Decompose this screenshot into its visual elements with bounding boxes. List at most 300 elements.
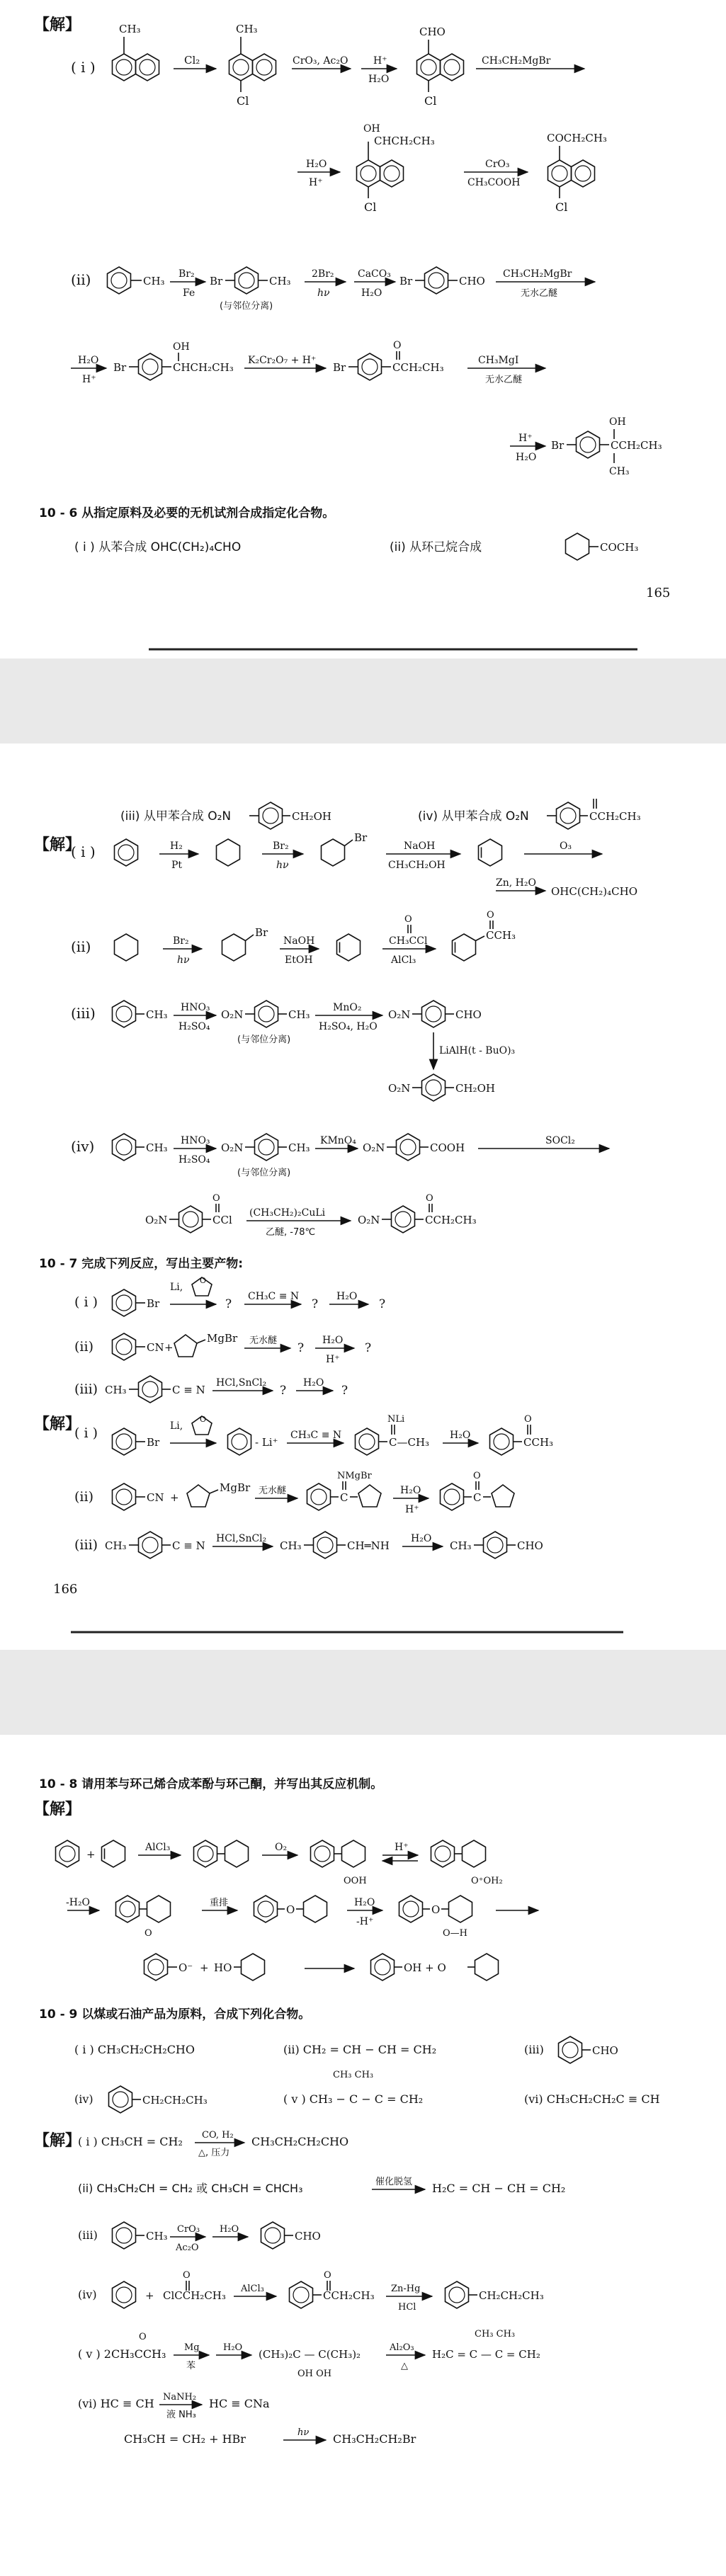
propylbenzene-ring xyxy=(109,2086,132,2113)
cyclohexane-ring xyxy=(217,839,240,866)
cch3-label-3: CCH₃ xyxy=(523,1436,554,1449)
reagent-etoh: CH₃CH₂OH xyxy=(388,860,446,871)
r-i-label: ( i ) xyxy=(74,1294,98,1310)
pinacol-label: (CH₃)₂C — C(CH₃)₂ xyxy=(259,2348,361,2361)
chloro-label-4: Cl xyxy=(555,200,568,214)
propyl-label: CH₂CH₂CH₃ xyxy=(479,2289,544,2302)
reagent-cl2: Cl₂ xyxy=(184,54,200,67)
coch3-label: COCH₃ xyxy=(600,541,639,554)
unknown-4: ? xyxy=(297,1341,305,1355)
ch3-label-6: CH₃ xyxy=(146,1141,168,1154)
reagent-benzene: 苯 xyxy=(186,2361,196,2371)
bromophenyl-ring-3 xyxy=(577,431,600,458)
o2n-label-4: O₂N xyxy=(221,1141,244,1154)
answer-vi: (vi) HC ≡ CH xyxy=(78,2397,154,2410)
reagent-grignard-2: CH₃CH₂MgBr xyxy=(503,268,572,280)
question-10-7: 10 - 7 完成下列反应，写出主要产物: xyxy=(39,1257,244,1271)
cyclohexane-ring-2 xyxy=(115,934,138,961)
protonated-ring xyxy=(463,1840,486,1867)
o-label-10: O xyxy=(139,2332,147,2342)
plus-5: + xyxy=(145,2289,154,2302)
chloro-naphthaldehyde xyxy=(417,54,464,81)
question-10-8: 10 - 8 请用苯与环己烯合成苯酚与环己酮，并写出其反应机制。 xyxy=(39,1777,383,1791)
phenyl-ring-5 xyxy=(254,1896,278,1922)
bromotoluene-ring xyxy=(235,267,259,294)
oh-label: OH xyxy=(363,123,380,135)
methylnaphthalene xyxy=(113,54,159,81)
chch2ch3-label: CHCH₂CH₃ xyxy=(374,135,435,147)
unknown-5: ? xyxy=(365,1341,372,1355)
question-iii: (iii) 从甲苯合成 O₂N xyxy=(120,809,232,823)
dimethylbutadiene-methyls: CH₃ CH₃ xyxy=(475,2329,516,2340)
imine-ring xyxy=(356,1428,379,1455)
reagent-acyl: CH₃CCl xyxy=(389,935,428,947)
nitrotoluene-ring-2 xyxy=(255,1134,278,1161)
reagent-cro3-3: CrO₃ xyxy=(177,2224,200,2235)
cyclohexene-ring xyxy=(479,839,502,866)
oh2-label: O⁺OH₂ xyxy=(471,1876,503,1886)
reagent-ac2o: Ac₂O xyxy=(176,2242,199,2253)
reagent-li: Li, xyxy=(170,1282,183,1293)
cch3-label-2: C—CH₃ xyxy=(389,1436,430,1449)
target-v: ( v ) CH₃ − C − C = CH₂ xyxy=(283,2092,424,2106)
acetophenone-ring xyxy=(490,1428,514,1455)
alcohol-naphthalene xyxy=(357,160,404,187)
nitrobenzyl-ring xyxy=(259,802,283,829)
o2n-label-6: O₂N xyxy=(145,1214,168,1226)
reagent-cuprate: (CH₃CH₂)₂CuLi xyxy=(249,1207,326,1219)
reagent-dehydrogenation: 催化脱氢 xyxy=(375,2177,413,2187)
propanoyl-label-2: CCH₂CH₃ xyxy=(425,1214,477,1226)
chloro-label-3: Cl xyxy=(364,200,377,214)
rearrangement-label: 重排 xyxy=(210,1898,229,1908)
reagent-h-4: H⁺ xyxy=(518,433,533,444)
ooh-label: OOH xyxy=(344,1876,367,1886)
reagent-br2: Br₂ xyxy=(178,268,195,280)
tolunitrile-ring xyxy=(139,1376,162,1403)
ch3-label-8: CH₃ xyxy=(105,1384,127,1396)
o-label-7: O xyxy=(473,1471,481,1481)
ii-label: (ii) xyxy=(71,271,91,288)
reagent-h2o-8: H₂O xyxy=(303,1377,324,1389)
reagent-hcl-sncl2-2: HCl,SnCl₂ xyxy=(216,1533,267,1544)
ch3-label-12: CH₃ xyxy=(146,2230,168,2242)
phenyl-anion-ring xyxy=(228,1428,251,1455)
o-plus-label: O xyxy=(144,1928,152,1939)
benzene-ring-3 xyxy=(113,1428,136,1455)
benzene-ring-4 xyxy=(56,1840,79,1867)
unknown-3: ? xyxy=(379,1297,386,1311)
answer-iv: (iv) xyxy=(78,2288,97,2301)
ch3-label-11: CH₃ xyxy=(450,1539,472,1552)
reagent-pressure: △, 压力 xyxy=(198,2148,230,2158)
phenol-ring xyxy=(371,1954,395,1981)
reagent-hcl-sncl2: HCl,SnCl₂ xyxy=(216,1377,267,1389)
ch3-label-4: CH₃ xyxy=(146,1008,168,1021)
br-label-7: Br xyxy=(255,926,268,939)
benzonitrile-ring-2 xyxy=(113,1483,136,1510)
o-label-8: O xyxy=(183,2270,191,2281)
cyclopentyl-ring-2 xyxy=(187,1485,210,1507)
reagent-naoh-2: NaOH xyxy=(283,935,315,947)
pinacol-oh-label: OH OH xyxy=(297,2369,332,2379)
br-label-6: Br xyxy=(354,831,368,844)
oh-label-3: OH xyxy=(609,416,626,428)
target-iii: (iii) xyxy=(524,2043,544,2056)
cyclohexanol-ring xyxy=(242,1954,265,1981)
reagent-h-3: H⁺ xyxy=(82,374,96,385)
page-number-166: 166 xyxy=(53,1582,78,1597)
bromobenzaldehyde-ring xyxy=(425,267,448,294)
cyclohexyl-ring-2 xyxy=(225,1840,249,1867)
chloro-methylnaphthalene xyxy=(229,54,276,81)
reagent-hv: hν xyxy=(317,287,330,299)
toluene-ring-3 xyxy=(113,1134,136,1161)
p2-ii-label: (ii) xyxy=(71,938,91,955)
reagent-mg: Mg xyxy=(184,2342,200,2353)
ch3-label-2: CH₃ xyxy=(269,275,291,287)
answer-vi-step2: CH₃CH = CH₂ + HBr xyxy=(124,2432,246,2446)
reagent-h2o-7: H₂O xyxy=(322,1335,344,1346)
reagent-h-2: H⁺ xyxy=(309,177,323,188)
reagent-nitrile: CH₃C ≡ N xyxy=(248,1291,300,1302)
reagent-ether-2: 无水乙醚 xyxy=(485,375,523,385)
thf-o: O xyxy=(200,1276,207,1285)
reagent-h-7: H⁺ xyxy=(395,1842,409,1853)
o-label-4: O xyxy=(212,1193,220,1204)
dimethylbutadiene-label: H₂C = C — C = CH₂ xyxy=(432,2348,540,2361)
reagent-2br2: 2Br₂ xyxy=(312,268,334,280)
cch2ch3-label: CCH₂CH₃ xyxy=(611,439,662,452)
br-label-9: Br xyxy=(147,1436,160,1449)
sodium-acetylide-label: HC ≡ CNa xyxy=(209,2397,270,2410)
li-ion-label: - Li⁺ xyxy=(255,1436,278,1449)
hemiacetal-ring xyxy=(449,1896,472,1922)
phenyl-ring-4 xyxy=(116,1896,140,1922)
oxenium-ring xyxy=(147,1896,171,1922)
plus-1: + xyxy=(164,1341,174,1354)
s-ii-label: (ii) xyxy=(74,1489,93,1505)
p2-iii-label: (iii) xyxy=(71,1005,96,1022)
o2n-label: O₂N xyxy=(221,1008,244,1021)
jie-label-5: 【解】 xyxy=(34,2132,81,2150)
tolualdehyde-ring xyxy=(484,1532,507,1558)
cyclohexene-ring-3 xyxy=(102,1840,125,1867)
reagent-h2o-9: H₂O xyxy=(450,1430,471,1441)
reagent-etoh-2: EtOH xyxy=(285,954,313,966)
reagent-cro3: CrO₃, Ac₂O xyxy=(293,55,348,67)
o-label-3: O xyxy=(487,910,494,921)
hemiacetal-o: O xyxy=(431,1903,441,1916)
chloro-label: Cl xyxy=(237,94,249,108)
thf-o-2: O xyxy=(200,1415,207,1424)
reagent-naoh: NaOH xyxy=(404,840,436,852)
nitrobenzoic-ring xyxy=(397,1134,420,1161)
reagent-o3: O₃ xyxy=(560,840,572,852)
ketone-naphthalene xyxy=(548,160,595,187)
phenoxide-ring xyxy=(144,1954,168,1981)
reagent-grignard: CH₃CH₂MgBr xyxy=(482,55,551,67)
cch3-label: CCH₃ xyxy=(486,929,516,942)
reagent-hv-3: hν xyxy=(177,954,190,966)
benzaldehyde-ring-2 xyxy=(261,2222,285,2249)
reagent-kmno4: KMnO₄ xyxy=(320,1135,356,1146)
question-iv: (iv) 从甲苯合成 O₂N xyxy=(418,809,529,823)
dialdehyde-product: OHC(CH₂)₄CHO xyxy=(551,885,637,898)
answer-i-product: CH₃CH₂CH₂CHO xyxy=(251,2135,349,2148)
reagent-h2so4: H₂SO₄ xyxy=(178,1021,210,1032)
phenol-plus-ketone-label: OH + O xyxy=(404,1961,446,1974)
unknown-2: ? xyxy=(312,1297,319,1311)
cn-label-2: CN xyxy=(147,1491,164,1504)
nli-label: NLi xyxy=(387,1414,405,1425)
reagent-h2so4-2: H₂SO₄ xyxy=(178,1154,210,1166)
reagent-alcl3: AlCl₃ xyxy=(391,954,416,966)
nitropropiophenone-ring xyxy=(392,1206,415,1233)
target-ii: (ii) CH₂ = CH − CH = CH₂ xyxy=(283,2043,437,2056)
reagent-heat: △ xyxy=(401,2361,408,2371)
oxocarbenium-o: O xyxy=(286,1903,295,1916)
methyl-label: CH₃ xyxy=(119,23,141,35)
reagent-al2o3: Al₂O₃ xyxy=(390,2342,414,2353)
p2-i-label: ( i ) xyxy=(71,843,96,860)
cyclohexene-ring-2 xyxy=(337,934,361,961)
reagent-acoh: CH₃COOH xyxy=(467,177,521,188)
reagent-hno3: HNO₃ xyxy=(181,1002,210,1013)
page-number-165: 165 xyxy=(646,586,671,600)
cn-label: CN xyxy=(147,1341,164,1354)
o2n-label-2: O₂N xyxy=(388,1008,411,1021)
cho-label-5: CHO xyxy=(295,2230,321,2242)
reagent-cro3-2: CrO₃ xyxy=(485,159,510,170)
reagent-h2o-4: H₂O xyxy=(78,355,99,366)
question-10-6: 10 - 6 从指定原料及必要的无机试剂合成指定化合物。 xyxy=(39,506,335,520)
o-label-5: O xyxy=(426,1193,433,1204)
ch2oh-label-2: CH₂OH xyxy=(455,1082,495,1095)
nitrobenzyl-alcohol-ring xyxy=(422,1074,446,1101)
benzonitrile-ring xyxy=(113,1333,136,1360)
answer-ii: (ii) CH₃CH₂CH = CH₂ 或 CH₃CH = CHCH₃ xyxy=(78,2182,303,2195)
reagent-h2o-3: H₂O xyxy=(361,287,382,299)
cho-label-3: CHO xyxy=(455,1008,482,1021)
plus-2: + xyxy=(170,1491,179,1504)
reagent-h2so4-h2o: H₂SO₄, H₂O xyxy=(319,1021,378,1032)
nitrobenzoyl-ring xyxy=(179,1206,203,1233)
reagent-nh3: 液 NH₃ xyxy=(166,2410,196,2420)
cet-label: CCH₂CH₃ xyxy=(392,361,444,374)
br-label-2: Br xyxy=(399,275,413,287)
reagent-minus-h2o: -H₂O xyxy=(66,1897,91,1908)
ch3-label: CH₃ xyxy=(143,275,165,287)
jie-label-2: 【解】 xyxy=(34,836,81,854)
reagent-br2-3: Br₂ xyxy=(173,935,189,947)
reagent-h2o-10: H₂O xyxy=(400,1485,421,1496)
ch2oh-label: CH₂OH xyxy=(292,810,331,823)
cooh-label: COOH xyxy=(430,1141,465,1154)
reagent-o2: O₂ xyxy=(275,1842,288,1853)
benzene-ring xyxy=(115,839,138,866)
coet-label: COCH₂CH₃ xyxy=(547,132,607,144)
ketone-ring xyxy=(441,1483,464,1510)
chloro-label-2: Cl xyxy=(424,94,437,108)
reagent-nanh2: NaNH₂ xyxy=(163,2392,197,2403)
target-v-methyls: CH₃ CH₃ xyxy=(333,2070,374,2080)
o2n-label-7: O₂N xyxy=(358,1214,380,1226)
br-label-5: Br xyxy=(551,439,565,452)
ccn-label-2: C ≡ N xyxy=(172,1539,205,1552)
reagent-propanoyl-chloride: ClCCH₂CH₃ xyxy=(163,2289,226,2302)
o-label: O xyxy=(393,340,402,351)
bromopropane-label: CH₃CH₂CH₂Br xyxy=(333,2432,416,2446)
reagent-h-5: H⁺ xyxy=(326,1354,340,1365)
phenyl-ring-6 xyxy=(399,1896,423,1922)
nmgbr-label: NMgBr xyxy=(337,1471,372,1481)
target-iii-cho: CHO xyxy=(592,2044,618,2057)
bromophenyl-ring xyxy=(139,353,162,380)
reagent-h2o-12: H₂O xyxy=(354,1897,375,1908)
phenyl-ring xyxy=(194,1840,217,1867)
mgbr-label: MgBr xyxy=(207,1332,238,1345)
target-iv-chain: CH₂CH₂CH₃ xyxy=(142,2094,208,2107)
answer-v: ( v ) 2CH₃CCH₃ xyxy=(78,2347,166,2361)
reagent-mno2: MnO₂ xyxy=(333,1002,362,1013)
bromophenyl-ring-2 xyxy=(358,353,382,380)
reagent-dichromate: K₂Cr₂O₇ + H⁺ xyxy=(248,355,317,366)
benzene-ring-2 xyxy=(113,1289,136,1316)
reagent-h2o-6: H₂O xyxy=(336,1291,358,1302)
r-ii-label: (ii) xyxy=(74,1339,93,1355)
question-10-9: 10 - 9 以煤或石油产品为原料，合成下列化合物。 xyxy=(39,2007,311,2022)
question-10-6-i: ( i ) 从苯合成 OHC(CH₂)₄CHO xyxy=(74,540,242,554)
mgbr-label-2: MgBr xyxy=(220,1481,251,1494)
reagent-co-h2: CO, H₂ xyxy=(202,2130,234,2141)
br-label-4: Br xyxy=(333,361,346,374)
reagent-h2o-11: H₂O xyxy=(411,1533,432,1544)
reagent-fe: Fe xyxy=(183,287,195,299)
reagent-zn-hg: Zn-Hg xyxy=(391,2284,421,2294)
reagent-ch3mgi: CH₃MgI xyxy=(478,355,519,366)
ch3-label-3: CH₃ xyxy=(609,466,630,477)
imine-salt-ring xyxy=(307,1483,331,1510)
plus-4: + xyxy=(200,1961,209,1974)
ho-label: HO xyxy=(214,1961,232,1974)
reagent-li-2: Li, xyxy=(170,1420,183,1432)
br-label-8: Br xyxy=(147,1297,160,1310)
tolunitrile-ring-2 xyxy=(139,1532,162,1558)
reagent-h2o-2: H₂O xyxy=(306,159,327,170)
propanoyl-label-3: CCH₂CH₃ xyxy=(323,2289,375,2302)
cho-label-2: CHO xyxy=(459,275,485,287)
phenyl-ring-2 xyxy=(311,1840,334,1867)
ch3-label-5: CH₃ xyxy=(288,1008,310,1021)
answer-ii-product: H₂C = CH − CH = CH₂ xyxy=(432,2182,566,2195)
o2n-label-5: O₂N xyxy=(363,1141,385,1154)
reagent-hno3-2: HNO₃ xyxy=(181,1135,210,1146)
cho-label: CHO xyxy=(419,25,446,38)
reagent-h2o-13: H₂O xyxy=(220,2224,239,2235)
propanoyl-label: CCH₂CH₃ xyxy=(589,810,641,823)
toluene-ring-4 xyxy=(113,2222,136,2249)
question-10-6-ii: (ii) 从环己烷合成 xyxy=(390,540,482,554)
reagent-h2o-14: H₂O xyxy=(223,2342,243,2353)
propylbenzene-ring-2 xyxy=(446,2281,469,2308)
acetylcyclohexene-ring xyxy=(453,934,476,961)
reagent-socl2: SOCl₂ xyxy=(545,1135,575,1146)
reagent-hcl: HCl xyxy=(398,2302,416,2313)
phenyl-ring-3 xyxy=(431,1840,455,1867)
methyl-label-2: CH₃ xyxy=(236,23,258,35)
chet-label: CHCH₂CH₃ xyxy=(173,361,234,374)
nitrotoluene-ring xyxy=(255,1001,278,1027)
br-label-3: Br xyxy=(113,361,127,374)
reagent-hv-4: hν xyxy=(297,2427,310,2438)
reagent-minus-h: -H⁺ xyxy=(356,1916,374,1927)
ch3-label-9: CH₃ xyxy=(105,1539,127,1552)
reagent-h2o-5: H₂O xyxy=(516,452,537,463)
cyclopentyl-ring-3 xyxy=(358,1485,381,1507)
ccn-label: C ≡ N xyxy=(172,1384,205,1396)
reagent-ether-4: 无水醚 xyxy=(259,1486,287,1496)
toluene-ring-2 xyxy=(113,1001,136,1027)
target-i: ( i ) CH₃CH₂CH₂CHO xyxy=(74,2043,195,2056)
o-label-6: O xyxy=(524,1414,532,1425)
reagent-nitrile-2: CH₃C ≡ N xyxy=(290,1430,342,1441)
oh-label-4: O—H xyxy=(443,1928,467,1939)
oxocarbenium-ring xyxy=(304,1896,327,1922)
ch3-label-7: CH₃ xyxy=(288,1141,310,1154)
reagent-h2: H₂ xyxy=(170,840,183,852)
bromocyclohexane-ring-2 xyxy=(222,934,246,961)
unknown-7: ? xyxy=(341,1384,348,1398)
reagent-h: H⁺ xyxy=(373,55,387,67)
hydroperoxide-ring xyxy=(342,1840,365,1867)
cho-label-4: CHO xyxy=(517,1539,543,1552)
toluene-ring xyxy=(108,267,131,294)
reagent-lialh: LiAlH(t - BuO)₃ xyxy=(439,1045,516,1056)
unknown-6: ? xyxy=(280,1384,287,1398)
reagent-pt: Pt xyxy=(171,860,183,871)
nitrobenzaldehyde-ring xyxy=(422,1001,446,1027)
plus-3: + xyxy=(86,1848,96,1861)
aldimine-ring xyxy=(314,1532,337,1558)
jie-label: 【解】 xyxy=(34,16,81,34)
cyclopentyl-ring xyxy=(174,1335,197,1357)
reagent-hv-2: hν xyxy=(276,860,289,871)
br-label: Br xyxy=(210,275,223,287)
nitrophenyl-ring xyxy=(557,802,580,829)
unknown-1: ? xyxy=(225,1297,232,1311)
reagent-ether-3: 无水醚 xyxy=(249,1335,278,1346)
cyclohexanone-ring xyxy=(475,1954,499,1981)
reagent-ether: 无水乙醚 xyxy=(521,288,558,299)
benzaldehyde-ring xyxy=(559,2036,582,2063)
separation-note: (与邻位分离) xyxy=(220,301,273,312)
o-label-2: O xyxy=(404,914,412,925)
i-label: ( i ) xyxy=(71,59,96,76)
r-iii-label: (iii) xyxy=(74,1381,98,1397)
p2-iv-label: (iv) xyxy=(71,1138,95,1155)
reagent-h2o: H₂O xyxy=(368,74,390,85)
reagent-alcl3-2: AlCl₃ xyxy=(145,1842,171,1853)
cyclohexyl-ring xyxy=(566,533,589,560)
jie-label-3: 【解】 xyxy=(34,1415,81,1433)
phenoxide-label: O⁻ xyxy=(178,1961,193,1974)
target-vi: (vi) CH₃CH₂CH₂C ≡ CH xyxy=(524,2092,660,2106)
reagent-h-6: H⁺ xyxy=(405,1504,419,1515)
c-label-2: C xyxy=(473,1491,482,1504)
chnh-label: CH═NH xyxy=(347,1539,390,1552)
answer-i: ( i ) CH₃CH = CH₂ xyxy=(78,2135,183,2148)
